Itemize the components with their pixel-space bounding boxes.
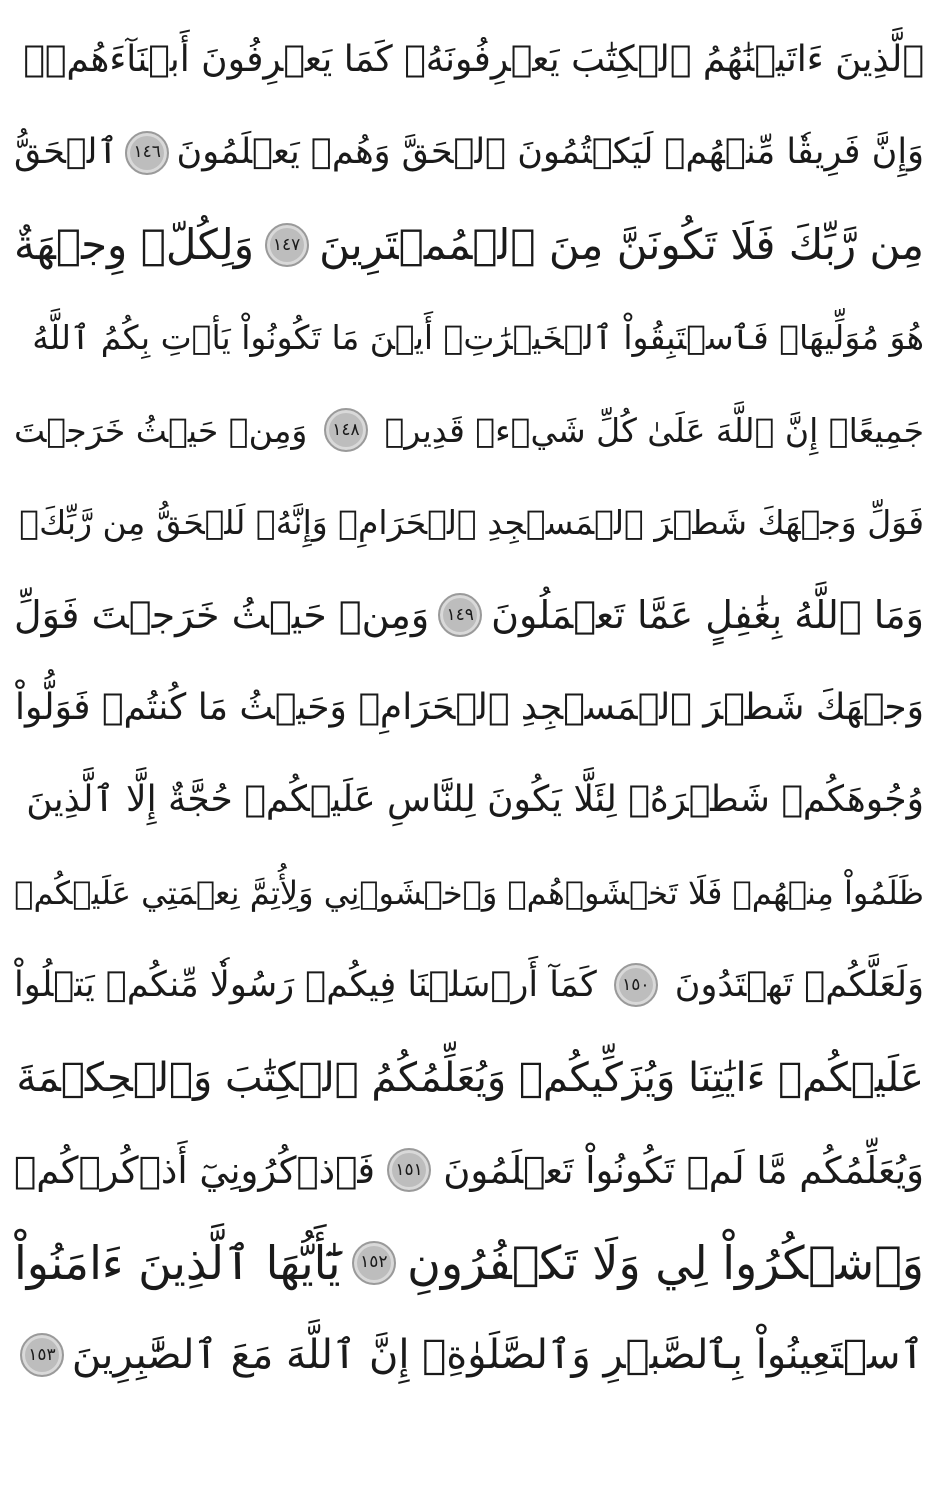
verse-text: وَمَا ٱللَّهُ بِغَٰفِلٍ عَمَّا تَعۡمَلُونَ	[491, 593, 924, 638]
verse-text: وَمِنۡ حَيۡثُ خَرَجۡتَ	[14, 410, 308, 450]
verse-number-marker: ١٥٠	[614, 963, 658, 1007]
verse-text: وَإِنَّ فَرِيقٗا مِّنۡهُمۡ لَيَكۡتُمُونَ ٱلۡحَقَّ وَهُمۡ يَعۡلَمُونَ	[176, 132, 924, 173]
text-line	[14, 569, 924, 662]
verse-number-marker: ١٥٢	[352, 1241, 396, 1285]
text-line	[14, 384, 924, 477]
text-line	[14, 477, 924, 570]
text-line	[14, 1032, 924, 1125]
text-line	[14, 1217, 924, 1310]
verse-text: وَجۡهَكَ شَطۡرَ ٱلۡمَسۡجِدِ ٱلۡحَرَامِۚ وَحَيۡثُ مَا كُنتُمۡ فَوَلُّواْ	[15, 686, 924, 728]
verse-text: وَٱشۡكُرُواْ لِي وَلَا تَكۡفُرُونِ	[407, 1235, 924, 1290]
verse-text: فَٱذۡكُرُونِيٓ أَذۡكُرۡكُمۡ	[14, 1148, 376, 1192]
text-line	[14, 107, 924, 200]
verse-text: وَيُعَلِّمُكُم مَّا لَمۡ تَكُونُواْ تَعۡلَمُونَ	[443, 1148, 924, 1192]
verse-number-marker: ١٥١	[387, 1148, 431, 1192]
verse-text: وَمِنۡ حَيۡثُ خَرَجۡتَ فَوَلِّ	[14, 593, 430, 638]
verse-text: مِن رَّبِّكَ فَلَا تَكُونَنَّ مِنَ ٱلۡمُمۡتَرِينَ	[319, 220, 924, 270]
text-line	[14, 754, 924, 847]
verse-text: ظَلَمُواْ مِنۡهُمۡ فَلَا تَخۡشَوۡهُمۡ وَٱخۡشَوۡنِي وَلِأُتِمَّ نِعۡمَتِي عَلَيۡكُمۡ	[14, 873, 924, 912]
verse-number-marker: ١٤٧	[265, 223, 309, 267]
verse-text: يَٰٓأَيُّهَا ٱلَّذِينَ ءَامَنُواْ	[14, 1235, 341, 1290]
verse-text: ٱلَّذِينَ ءَاتَيۡنَٰهُمُ ٱلۡكِتَٰبَ يَعۡرِفُونَهُۥ كَمَا يَعۡرِفُونَ أَبۡنَآءَهُمۡۖ	[23, 39, 924, 81]
text-line	[14, 662, 924, 755]
text-line	[14, 847, 924, 940]
verse-number-marker: ١٤٨	[324, 408, 368, 452]
verse-number-marker: ١٥٣	[20, 1333, 64, 1377]
verse-text: فَوَلِّ وَجۡهَكَ شَطۡرَ ٱلۡمَسۡجِدِ ٱلۡحَرَامِۖ وَإِنَّهُۥ لَلۡحَقُّ مِن رَّبِّكَۗ	[19, 503, 924, 543]
verse-number-marker: ١٤٦	[125, 131, 169, 175]
verse-text: ٱسۡتَعِينُواْ بِٱلصَّبۡرِ وَٱلصَّلَوٰةِۚ إِنَّ ٱللَّهَ مَعَ ٱلصَّٰبِرِينَ	[71, 1332, 924, 1379]
text-line	[14, 1309, 924, 1402]
verse-number-marker: ١٤٩	[438, 593, 482, 637]
verse-text: عَلَيۡكُمۡ ءَايَٰتِنَا وَيُزَكِّيكُمۡ وَيُعَلِّمُكُمُ ٱلۡكِتَٰبَ وَٱلۡحِكۡمَةَ	[16, 1054, 924, 1101]
verse-text: وُجُوهَكُمۡ شَطۡرَهُۥ لِئَلَّا يَكُونَ لِلنَّاسِ عَلَيۡكُمۡ حُجَّةٌ إِلَّا ٱلَّذِينَ	[26, 779, 924, 821]
text-line	[14, 939, 924, 1032]
text-line	[14, 292, 924, 385]
verse-text: كَمَآ أَرۡسَلۡنَا فِيكُمۡ رَسُولٗا مِّنكُمۡ يَتۡلُواْ	[14, 964, 597, 1005]
verse-text: ٱلۡحَقُّ	[14, 132, 118, 173]
text-line	[14, 14, 924, 107]
text-line	[14, 199, 924, 292]
verse-text: جَمِيعًاۚ إِنَّ ٱللَّهَ عَلَىٰ كُلِّ شَيۡءٖ قَدِيرٞ	[384, 410, 924, 450]
verse-text: وَلِكُلّٖ وِجۡهَةٌ	[14, 220, 254, 270]
verse-text: هُوَ مُوَلِّيهَاۖ فَٱسۡتَبِقُواْ ٱلۡخَيۡرَٰتِۚ أَيۡنَ مَا تَكُونُواْ يَأۡتِ بِكُمُ ٱللَّهُ	[32, 318, 924, 358]
text-line	[14, 1124, 924, 1217]
verse-text: وَلَعَلَّكُمۡ تَهۡتَدُونَ	[674, 964, 924, 1005]
